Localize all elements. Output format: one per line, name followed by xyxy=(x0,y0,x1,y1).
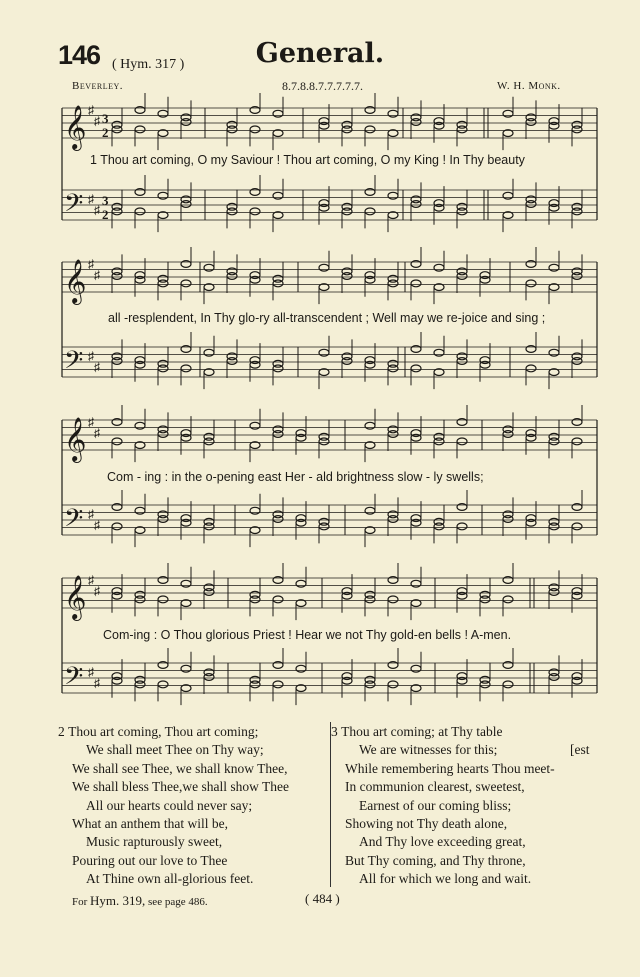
note-head xyxy=(342,358,352,365)
note-head xyxy=(112,208,122,215)
note-head xyxy=(296,580,306,587)
verse-line: But Thy coming, and Thy throne, xyxy=(345,852,526,868)
note-head xyxy=(181,280,191,287)
note-head xyxy=(135,507,145,514)
note-head xyxy=(526,280,536,287)
note-head xyxy=(250,596,260,603)
sharp-icon: ♯ xyxy=(88,415,94,429)
note-head xyxy=(411,201,421,208)
verse-2 xyxy=(58,723,328,889)
note-head xyxy=(457,358,467,365)
note-head xyxy=(549,349,559,356)
verse-line: All for which we long and wait. xyxy=(359,871,532,887)
note-head xyxy=(503,110,513,117)
bass-clef-icon: 𝄢 xyxy=(64,662,84,697)
verse-line: We shall bless Thee,we shall show Thee xyxy=(72,779,289,795)
sharp-icon: ♯ xyxy=(88,192,94,206)
note-head xyxy=(549,589,559,596)
verse-line: In communion clearest, sweetest, xyxy=(345,779,525,795)
note-head xyxy=(181,201,191,208)
note-head xyxy=(388,596,398,603)
verse-line: We shall meet Thee on Thy way; xyxy=(86,742,264,758)
note-head xyxy=(273,431,283,438)
sharp-icon: ♯ xyxy=(88,349,94,363)
note-head xyxy=(572,523,582,530)
note-head xyxy=(503,596,513,603)
note-head xyxy=(388,280,398,287)
note-head xyxy=(572,438,582,445)
treble-clef-icon: 𝄞 xyxy=(64,259,87,303)
hymn-reference: ( Hym. 317 ) xyxy=(112,57,185,72)
note-head xyxy=(158,365,168,372)
sharp-icon: ♯ xyxy=(88,257,94,271)
note-head xyxy=(434,264,444,271)
note-head xyxy=(181,580,191,587)
note-head xyxy=(158,596,168,603)
note-head xyxy=(342,273,352,280)
note-head xyxy=(411,665,421,672)
note-head xyxy=(365,596,375,603)
verse-line: What an anthem that will be, xyxy=(72,816,228,832)
note-head xyxy=(181,365,191,372)
sharp-icon: ♯ xyxy=(94,203,100,217)
note-head xyxy=(227,273,237,280)
note-head xyxy=(388,192,398,199)
note-head xyxy=(365,681,375,688)
note-head xyxy=(273,110,283,117)
time-signature-bottom: 2 xyxy=(102,125,109,140)
note-head xyxy=(457,126,467,133)
note-head xyxy=(434,438,444,445)
treble-clef-icon: 𝄞 xyxy=(64,575,87,619)
note-head xyxy=(250,126,260,133)
note-head xyxy=(250,208,260,215)
note-head xyxy=(572,358,582,365)
section-title: General. xyxy=(255,38,385,69)
hymn-number: 146 xyxy=(58,40,101,70)
verse-line: Thou art coming, Thou art coming; xyxy=(68,724,259,739)
note-head xyxy=(158,280,168,287)
note-head xyxy=(319,523,329,530)
sharp-icon: ♯ xyxy=(94,584,100,598)
note-head xyxy=(112,438,122,445)
note-head xyxy=(457,438,467,445)
verse-number: 2 xyxy=(58,724,65,739)
lyric-line-3: Com - ing : in the o-pening east Her - ald brightness slow - ly swells; xyxy=(107,470,484,484)
sharp-icon: ♯ xyxy=(88,573,94,587)
verse-3 xyxy=(331,723,601,889)
time-signature-top: 3 xyxy=(102,193,109,208)
note-head xyxy=(411,280,421,287)
note-head xyxy=(135,681,145,688)
note-head xyxy=(112,358,122,365)
note-head xyxy=(411,580,421,587)
verse-line: Thou art coming; at Thy table xyxy=(341,724,503,739)
note-head xyxy=(503,192,513,199)
tune-name: Beverley. xyxy=(72,80,124,92)
note-head xyxy=(204,523,214,530)
note-head xyxy=(388,365,398,372)
verse-line: Showing not Thy death alone, xyxy=(345,816,508,832)
note-head xyxy=(204,438,214,445)
note-head xyxy=(365,208,375,215)
note-head xyxy=(112,273,122,280)
note-head xyxy=(319,438,329,445)
note-head xyxy=(526,365,536,372)
note-head xyxy=(135,126,145,133)
verse-line: At Thine own all-glorious feet. xyxy=(86,871,254,887)
note-head xyxy=(273,365,283,372)
treble-clef-icon: 𝄞 xyxy=(64,417,87,461)
note-head xyxy=(411,365,421,372)
note-head xyxy=(342,208,352,215)
footnote-hymn: Hym. 319, xyxy=(90,893,146,908)
note-head xyxy=(204,349,214,356)
note-head xyxy=(411,119,421,126)
note-head xyxy=(365,507,375,514)
note-head xyxy=(365,422,375,429)
note-head xyxy=(549,264,559,271)
time-signature-top: 3 xyxy=(102,111,109,126)
verse-line: Music rapturously sweet, xyxy=(86,834,223,850)
page-number: ( 484 ) xyxy=(305,891,340,906)
note-head xyxy=(503,681,513,688)
note-head xyxy=(503,431,513,438)
composer: W. H. Monk. xyxy=(497,80,561,92)
sharp-icon: ♯ xyxy=(94,268,100,282)
note-head xyxy=(158,516,168,523)
note-head xyxy=(273,681,283,688)
note-head xyxy=(158,431,168,438)
note-head xyxy=(273,280,283,287)
turnover-fragment: [est xyxy=(570,742,590,757)
note-head xyxy=(342,126,352,133)
note-head xyxy=(204,589,214,596)
note-head xyxy=(549,674,559,681)
note-head xyxy=(457,208,467,215)
lyric-line-4: Com-ing : O Thou glorious Priest ! Hear we not Thy gold-en bells ! A-men. xyxy=(103,628,512,642)
note-head xyxy=(227,358,237,365)
footnote-prefix: For xyxy=(72,896,88,908)
time-signature-bottom: 2 xyxy=(102,207,109,222)
bass-clef-icon: 𝄢 xyxy=(64,504,84,539)
note-head xyxy=(135,596,145,603)
sharp-icon: ♯ xyxy=(94,518,100,532)
footnote-suffix: see page 486. xyxy=(148,896,208,908)
note-head xyxy=(273,516,283,523)
note-head xyxy=(181,119,191,126)
note-head xyxy=(572,208,582,215)
meter: 8.7.8.8.7.7.7.7.7. xyxy=(282,79,363,93)
note-head xyxy=(181,665,191,672)
verse-line: We are witnesses for this; xyxy=(359,742,498,758)
note-head xyxy=(480,681,490,688)
note-head xyxy=(549,523,559,530)
sharp-icon: ♯ xyxy=(94,360,100,374)
note-head xyxy=(457,523,467,530)
bass-clef-icon: 𝄢 xyxy=(64,189,84,224)
note-head xyxy=(457,273,467,280)
note-head xyxy=(434,523,444,530)
bass-clef-icon: 𝄢 xyxy=(64,346,84,381)
note-head xyxy=(480,596,490,603)
note-head xyxy=(158,681,168,688)
note-head xyxy=(227,208,237,215)
note-head xyxy=(204,674,214,681)
note-head xyxy=(158,192,168,199)
note-head xyxy=(365,126,375,133)
sharp-icon: ♯ xyxy=(88,103,94,117)
note-head xyxy=(572,273,582,280)
note-head xyxy=(388,110,398,117)
note-head xyxy=(112,126,122,133)
verse-number: 3 xyxy=(331,724,338,739)
note-head xyxy=(503,516,513,523)
note-head xyxy=(250,422,260,429)
note-head xyxy=(204,264,214,271)
note-head xyxy=(112,523,122,530)
verse-line: All our hearts could never say; xyxy=(86,797,253,813)
sharp-icon: ♯ xyxy=(94,114,100,128)
treble-clef-icon: 𝄞 xyxy=(64,105,87,149)
sharp-icon: ♯ xyxy=(94,426,100,440)
verse-line: While remembering hearts Thou meet- xyxy=(345,760,555,776)
note-head xyxy=(526,201,536,208)
note-head xyxy=(388,431,398,438)
note-head xyxy=(319,349,329,356)
note-head xyxy=(296,665,306,672)
note-head xyxy=(135,208,145,215)
note-head xyxy=(388,681,398,688)
verse-line: Earnest of our coming bliss; xyxy=(359,797,512,813)
note-head xyxy=(434,349,444,356)
sharp-icon: ♯ xyxy=(88,665,94,679)
note-head xyxy=(526,119,536,126)
sharp-icon: ♯ xyxy=(88,507,94,521)
note-head xyxy=(388,516,398,523)
note-head xyxy=(135,422,145,429)
note-head xyxy=(273,596,283,603)
note-head xyxy=(227,126,237,133)
note-head xyxy=(549,438,559,445)
note-head xyxy=(319,264,329,271)
lyric-line-2: all -resplendent, In Thy glo-ry all-transcendent ; Well may we re-joice and sing ; xyxy=(108,311,546,325)
footnote xyxy=(72,893,208,909)
note-head xyxy=(273,192,283,199)
note-head xyxy=(572,126,582,133)
verse-line: We shall see Thee, we shall know Thee, xyxy=(72,760,288,776)
lyric-line-1: 1 Thou art coming, O my Saviour ! Thou art coming, O my King ! In Thy beauty xyxy=(90,153,525,167)
verse-line: And Thy love exceeding great, xyxy=(359,834,526,850)
note-head xyxy=(250,507,260,514)
note-head xyxy=(158,110,168,117)
verse-line: Pouring out our love to Thee xyxy=(72,852,228,868)
sharp-icon: ♯ xyxy=(94,676,100,690)
note-head xyxy=(250,681,260,688)
